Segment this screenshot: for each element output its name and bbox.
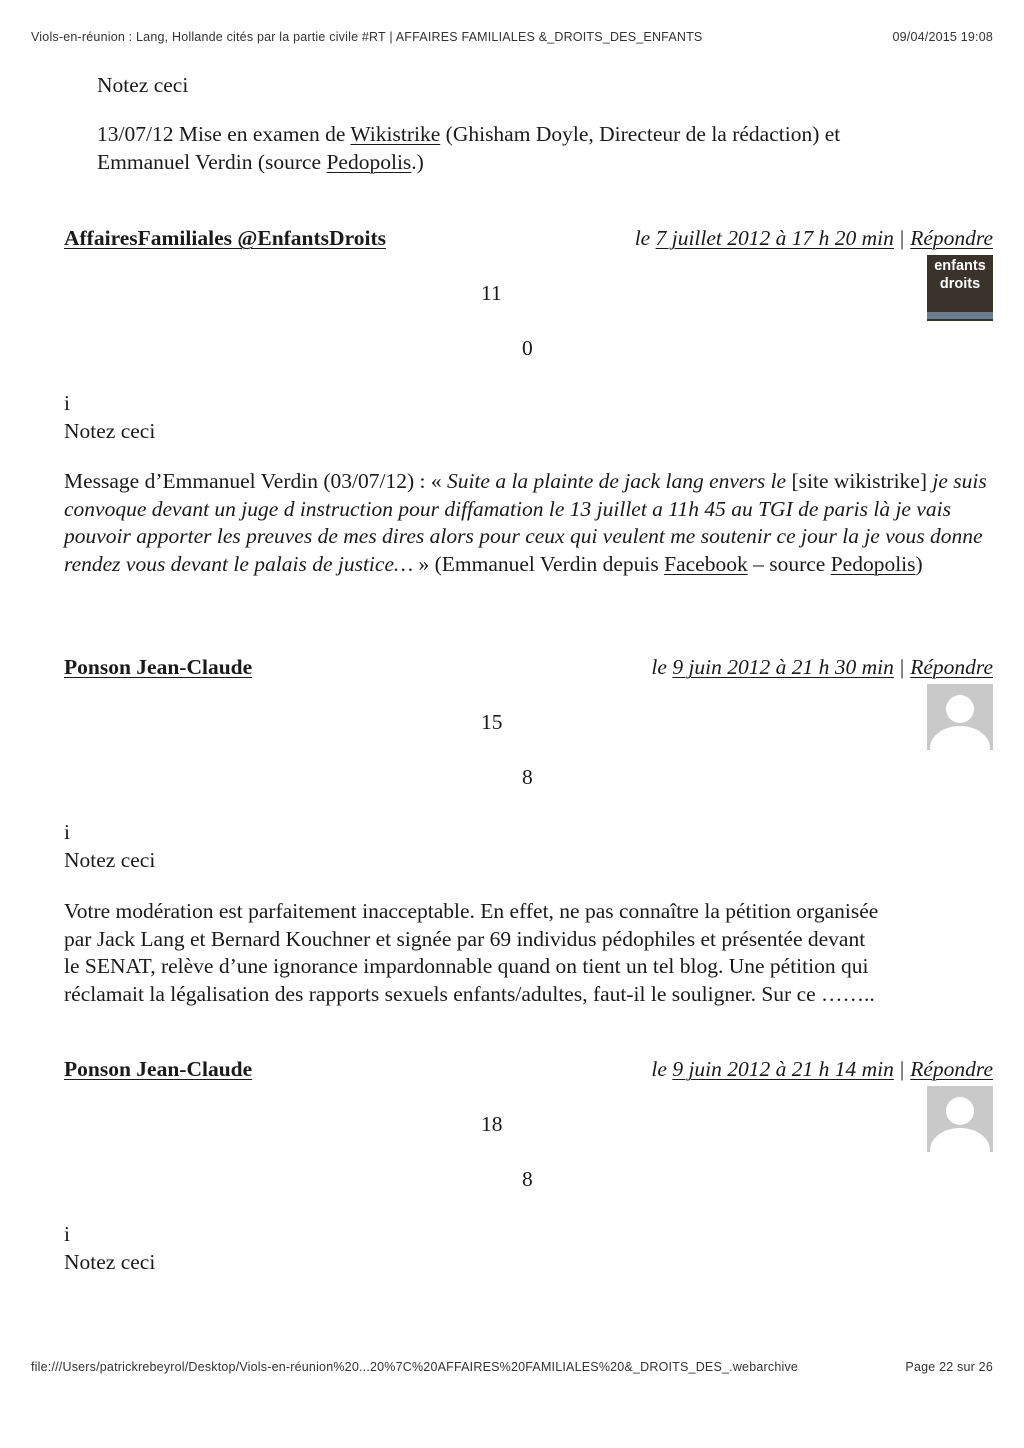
avatar — [927, 1086, 993, 1152]
vote-down-count[interactable]: 8 — [522, 765, 533, 789]
default-user-icon — [927, 1086, 993, 1152]
avatar-logo-text: droits — [939, 276, 981, 292]
comment-date-link[interactable]: 9 juin 2012 à 21 h 30 min — [672, 655, 894, 679]
rate-label: Notez ceci — [64, 1250, 156, 1274]
vote-up-count[interactable]: 11 — [481, 281, 502, 305]
avatar — [927, 255, 993, 321]
meta-separator: | — [899, 655, 905, 679]
vote-up-count[interactable]: 18 — [481, 1112, 503, 1136]
avatar-logo-text: enfants — [934, 258, 986, 274]
page-header-datetime: 09/04/2015 19:08 — [892, 30, 993, 44]
reply-link[interactable]: Répondre — [910, 226, 993, 250]
comment-meta: le 9 juin 2012 à 21 h 30 min | Répondre — [651, 655, 993, 679]
vote-up-count[interactable]: 15 — [481, 710, 503, 734]
pedopolis-link[interactable]: Pedopolis — [326, 149, 412, 174]
pedopolis-link[interactable]: Pedopolis — [830, 551, 916, 576]
comment-meta: le 7 juillet 2012 à 17 h 20 min | Répondre — [634, 226, 993, 250]
page-number: Page 22 sur 26 — [905, 1360, 993, 1374]
avatar-logo-bar — [927, 312, 993, 319]
info-icon[interactable]: i — [64, 391, 70, 415]
avatar — [927, 684, 993, 750]
wikistrike-link[interactable]: Wikistrike — [350, 122, 441, 146]
meta-separator: | — [899, 1057, 905, 1081]
reply-link[interactable]: Répondre — [910, 655, 993, 679]
vote-down-count[interactable]: 8 — [522, 1167, 533, 1191]
page-header-title: Viols-en-réunion : Lang, Hollande cités par la partie civile #RT | AFFAIRES FAMILIALES &_DROITS_DES_ENFANTS — [31, 30, 703, 44]
default-user-icon — [927, 684, 993, 750]
vote-down-count[interactable]: 0 — [522, 336, 533, 360]
comment-author[interactable]: AffairesFamiliales @EnfantsDroits — [64, 226, 386, 250]
rate-label: Notez ceci — [64, 848, 156, 872]
rate-label: Notez ceci — [97, 73, 189, 97]
comment-author[interactable]: Ponson Jean-Claude — [64, 1057, 253, 1081]
comment-author[interactable]: Ponson Jean-Claude — [64, 655, 253, 679]
comment-body: Message d’Emmanuel Verdin (03/07/12) : « Suite a la plainte de jack lang envers le [site wikistrike] je suis convoque devant un juge d instruction pour diffamation le 13 juillet a 11h 45 au TGI de paris là je vais pouvoir apporter les preuves de mes dires alors pour ceux qui veulent me soutenir ce jour la je vous donne rendez vous devant le palais de justice… » (Emmanuel Verdin depuis Facebook – source Pedopolis) — [64, 469, 987, 576]
facebook-link[interactable]: Facebook — [664, 551, 748, 576]
comment-meta: le 9 juin 2012 à 21 h 14 min | Répondre — [651, 1057, 993, 1081]
mise-en-examen-text: 13/07/12 Mise en examen de Wikistrike (Ghisham Doyle, Directeur de la rédaction) et Emmanuel Verdin (source Pedopolis.) — [97, 122, 841, 174]
info-icon[interactable]: i — [64, 1222, 70, 1246]
reply-link[interactable]: Répondre — [910, 1057, 993, 1081]
meta-separator: | — [899, 226, 905, 250]
info-icon[interactable]: i — [64, 820, 70, 844]
comment-date-link[interactable]: 9 juin 2012 à 21 h 14 min — [672, 1057, 894, 1081]
comment-date-link[interactable]: 7 juillet 2012 à 17 h 20 min — [655, 226, 894, 250]
comment-body: Votre modération est parfaitement inacceptable. En effet, ne pas connaître la pétition organisée par Jack Lang et Bernard Kouchner et signée par 69 individus pédophiles et présentée devant le SENAT, relève d’une ignorance impardonnable quand on tient un tel blog. Une pétition qui réclamait la légalisation des rapports sexuels enfants/adultes, faut-il le souligner. Sur ce …….. — [64, 899, 879, 1006]
rate-label: Notez ceci — [64, 419, 156, 443]
page-footer-path: file:///Users/patrickrebeyrol/Desktop/Viols-en-réunion%20...20%7C%20AFFAIRES%20FAMILIALES%20&_DROITS_DES_.webarchive — [31, 1360, 799, 1374]
